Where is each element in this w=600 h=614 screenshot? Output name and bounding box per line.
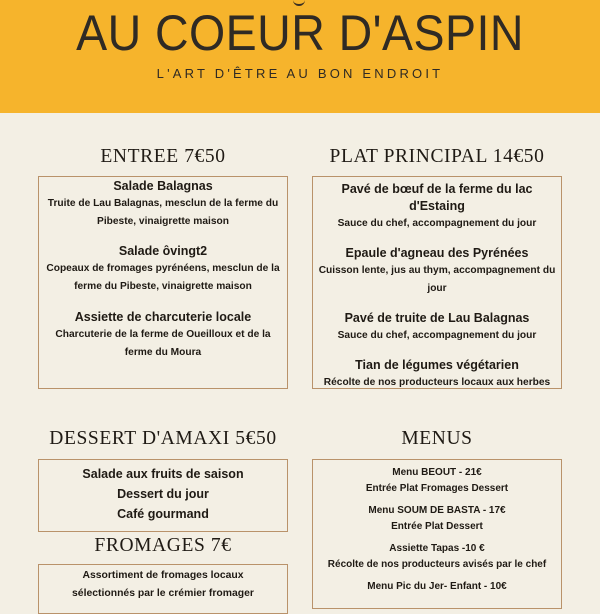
dish-desc: Truite de Lau Balagnas, mesclun de la ferme du: [47, 198, 279, 209]
fromages-line: sélectionnés par le crémier fromager: [72, 588, 254, 599]
plat-item: [313, 357, 561, 392]
tagline: L'ART D'ÊTRE AU BON ENDROIT: [156, 66, 444, 81]
menu-entry: [313, 579, 561, 595]
dish-desc: Sauce du chef, accompagnement du jour: [337, 330, 537, 341]
dish-desc: jour: [427, 283, 447, 294]
plat-box: [312, 176, 562, 389]
dessert-box: [38, 459, 288, 532]
dish-name: Salade ôvingt2: [118, 244, 208, 258]
fromages-line: Assortiment de fromages locaux: [82, 570, 244, 581]
dish-desc: Charcuterie de la ferme de Oueilloux et de la: [55, 329, 271, 340]
menus-heading: MENUS: [401, 428, 473, 449]
dish-name: Assiette de charcuterie locale: [74, 310, 252, 324]
menu-name: Assiette Tapas -10 €: [389, 543, 485, 554]
entree-item: [39, 178, 287, 231]
menu-desc: Récolte de nos producteurs avisés par le chef: [327, 559, 547, 570]
plat-heading: PLAT PRINCIPAL 14€50: [329, 146, 545, 167]
entree-heading: ENTREE 7€50: [100, 146, 226, 167]
dish-desc: Pibeste, vinaigrette maison: [97, 216, 229, 227]
dish-desc: Cuisson lente, jus au thym, accompagnement du: [318, 265, 556, 276]
dish-desc: Sauce du chef, accompagnement du jour: [337, 218, 537, 229]
menu-entry: [313, 541, 561, 573]
dish-desc: ferme du Moura: [124, 347, 202, 358]
dish-name: Pavé de bœuf de la ferme du lac d'Estaing: [341, 182, 533, 213]
entree-box: [38, 176, 288, 389]
dish-name: Tian de légumes végétarien: [355, 358, 519, 372]
menu-desc: Entrée Plat Dessert: [391, 521, 483, 532]
dish-desc: Récolte de nos producteurs locaux aux herbes: [323, 377, 551, 388]
plat-item: [313, 310, 561, 345]
dish-name: Salade Balagnas: [113, 179, 213, 193]
plat-item: [313, 181, 561, 233]
menu-name: Menu SOUM DE BASTA - 17€: [368, 505, 506, 516]
dessert-item: Dessert du jour: [117, 487, 209, 501]
menu-name: Menu Pic du Jer- Enfant - 10€: [367, 581, 507, 592]
entree-item: [39, 243, 287, 296]
dish-desc: ferme du Pibeste, vinaigrette maison: [74, 281, 252, 292]
dessert-item: Café gourmand: [117, 507, 209, 521]
dish-name: Pavé de truite de Lau Balagnas: [344, 311, 530, 325]
menu-entry: [313, 503, 561, 535]
menu-name: Menu BEOUT - 21€: [392, 467, 482, 478]
fromages-heading: FROMAGES 7€: [94, 535, 232, 556]
entree-item: [39, 309, 287, 362]
dish-name: Epaule d'agneau des Pyrénées: [345, 246, 529, 260]
restaurant-title: AU COEUR D'ASPIN: [76, 5, 524, 61]
plat-item: [313, 245, 561, 298]
dish-desc: Copeaux de fromages pyrénéens, mesclun de la: [46, 263, 280, 274]
menu-desc: Entrée Plat Fromages Dessert: [365, 483, 509, 494]
menus-box: [312, 459, 562, 609]
dessert-item: Salade aux fruits de saison: [82, 467, 244, 481]
dessert-heading: DESSERT D'AMAXI 5€50: [49, 428, 277, 449]
header-banner: [0, 0, 600, 113]
fromages-box: [38, 564, 288, 614]
menu-entry: [313, 465, 561, 497]
